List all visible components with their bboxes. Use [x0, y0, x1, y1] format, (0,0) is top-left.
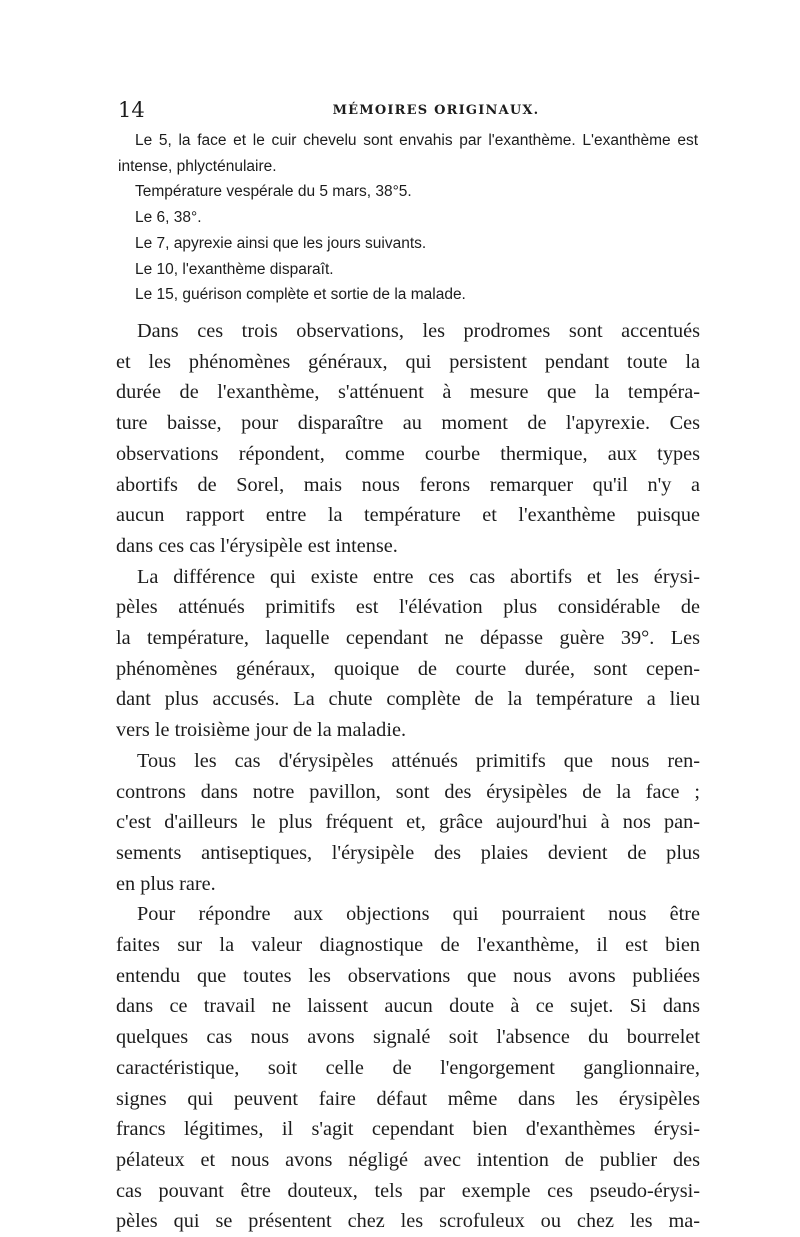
text-line: La différence qui existe entre ces cas abortifs et les érysi- [137, 565, 700, 588]
case-note: Le 5, la face et le cuir chevelu sont envahis par l'exanthème. L'exanthème est intense, phlycténulaire. [118, 132, 698, 175]
page-number: 14 [118, 98, 145, 122]
text-line: entendu que toutes les observations que nous avons publiées [116, 964, 700, 987]
text-line: et les phénomènes généraux, qui persistent pendant toute la [116, 350, 700, 373]
text-line: abortifs de Sorel, mais nous ferons remarquer qu'il n'y a [116, 473, 700, 496]
case-notes [118, 128, 698, 308]
text-line: pélateux et nous avons négligé avec intention de publier des [116, 1148, 700, 1171]
page-header [118, 98, 700, 126]
text-line: dans ce travail ne laissent aucun doute à ce sujet. Si dans [116, 995, 700, 1018]
text-line: la température, laquelle cependant ne dépasse guère 39°. Les [116, 627, 700, 650]
text-line: Pour répondre aux objections qui pourraient nous être [137, 903, 700, 926]
text-line: pèles atténués primitifs est l'élévation plus considérable de [116, 596, 700, 619]
text-line: faites sur la valeur diagnostique de l'exanthème, il est bien [116, 934, 700, 957]
text-line: dant plus accusés. La chute complète de la température a lieu [116, 688, 700, 711]
text-line: sements antiseptiques, l'érysipèle des plaies devient de plus [116, 841, 700, 864]
case-note: Le 6, 38°. [135, 209, 202, 227]
text-line: vers le troisième jour de la maladie. [116, 719, 407, 742]
text-line: caractéristique, soit celle de l'engorgement ganglionnaire, [116, 1056, 700, 1079]
text-line: cas pouvant être douteux, tels par exemple ces pseudo-érysi- [116, 1179, 700, 1202]
case-note: Le 15, guérison complète et sortie de la malade. [135, 286, 466, 304]
running-title: MÉMOIRES ORIGINAUX. [332, 103, 540, 118]
text-line: francs légitimes, il s'agit cependant bien d'exanthèmes érysi- [116, 1118, 700, 1141]
text-line: en plus rare. [116, 872, 216, 895]
case-note: Le 10, l'exanthème disparaît. [135, 260, 334, 278]
text-line: dans ces cas l'érysipèle est intense. [116, 534, 398, 557]
text-line: signes qui peuvent faire défaut même dans les érysipèles [116, 1087, 700, 1110]
text-line: pèles qui se présentent chez les scrofuleux ou chez les ma- [116, 1210, 700, 1233]
text-line: c'est d'ailleurs le plus fréquent et, grâce aujourd'hui à nos pan- [116, 811, 700, 834]
case-note: Température vespérale du 5 mars, 38°5. [135, 183, 412, 201]
text-line: observations répondent, comme courbe thermique, aux types [116, 442, 700, 465]
text-line: ture baisse, pour disparaître au moment de l'apyrexie. Ces [116, 412, 700, 435]
text-line: controns dans notre pavillon, sont des érysipèles de la face ; [116, 780, 700, 803]
text-line: Tous les cas d'érysipèles atténués primitifs que nous ren- [137, 749, 700, 772]
text-line: quelques cas nous avons signalé soit l'absence du bourrelet [116, 1026, 700, 1049]
case-note: Le 7, apyrexie ainsi que les jours suivants. [135, 234, 427, 252]
text-line: aucun rapport entre la température et l'exanthème puisque [116, 504, 700, 527]
text-line: durée de l'exanthème, s'atténuent à mesure que la tempéra- [116, 381, 700, 404]
text-line: phénomènes généraux, quoique de courte durée, sont cepen- [116, 657, 700, 680]
text-line: Dans ces trois observations, les prodromes sont accentués [137, 320, 700, 342]
body-text [116, 316, 700, 1237]
